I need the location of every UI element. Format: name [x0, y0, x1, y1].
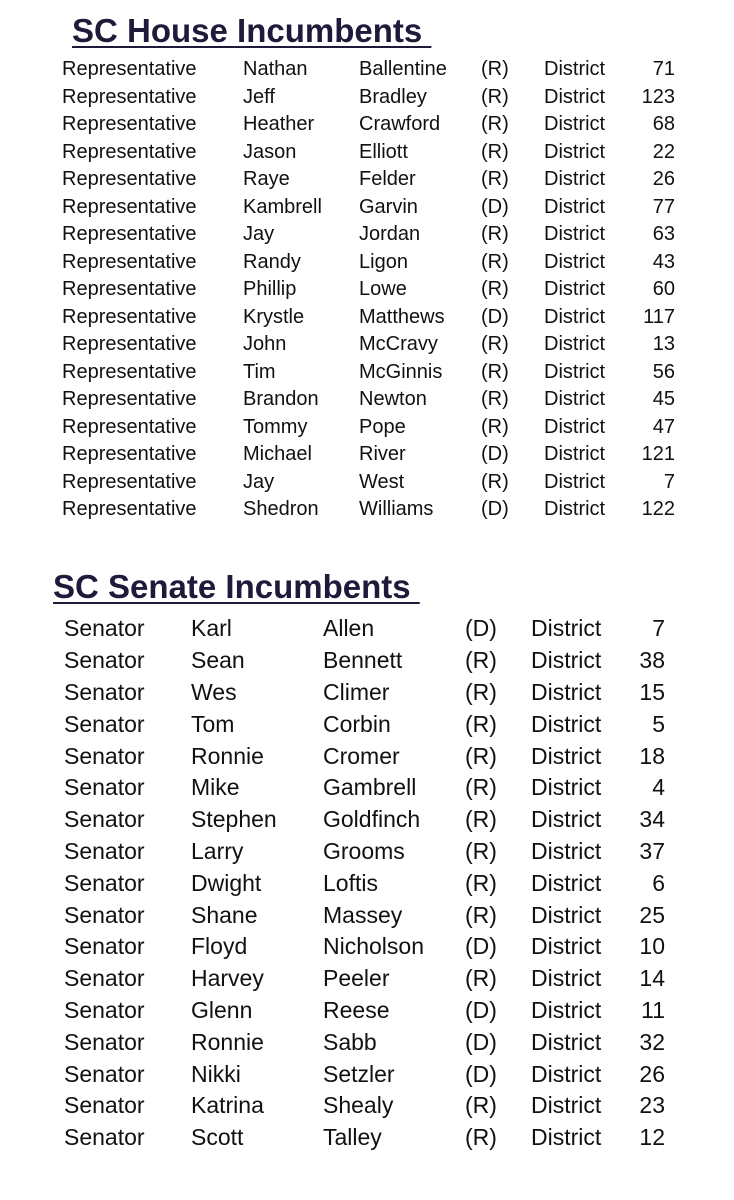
district-number-cell: 12 [639, 1124, 665, 1151]
title-cell: Senator [64, 869, 145, 896]
first-name-cell: Shane [191, 901, 258, 928]
last-name-cell: River [359, 443, 406, 466]
party-cell: (R) [481, 415, 509, 438]
district-label-cell: District [544, 85, 606, 108]
last-name-cell: Peeler [323, 965, 390, 992]
title-cell: Senator [64, 901, 145, 928]
party-cell: (R) [481, 250, 509, 273]
last-name-cell: Shealy [323, 1092, 394, 1119]
party-cell: (R) [465, 806, 497, 833]
district-label-cell: District [544, 333, 606, 356]
district-label-cell: District [531, 1028, 602, 1055]
district-number-cell: 45 [652, 388, 675, 411]
district-label-cell: District [544, 250, 606, 273]
house-incumbent-row [62, 276, 675, 304]
district-number-cell: 7 [652, 615, 665, 642]
district-label-cell: District [531, 774, 602, 801]
district-label-cell: District [544, 388, 606, 411]
district-number-cell: 13 [652, 333, 675, 356]
senate-incumbent-row [64, 740, 665, 772]
district-label-cell: District [531, 1092, 602, 1119]
senate-incumbent-row [64, 1122, 665, 1154]
house-incumbent-row [62, 331, 675, 359]
senate-incumbent-row [64, 645, 665, 677]
party-cell: (R) [481, 85, 509, 108]
senate-incumbent-row [64, 995, 665, 1027]
first-name-cell: Ronnie [191, 1028, 264, 1055]
last-name-cell: Jordan [359, 223, 421, 246]
last-name-cell: Corbin [323, 710, 391, 737]
district-number-cell: 122 [641, 498, 675, 521]
first-name-cell: Shedron [243, 498, 319, 521]
house-incumbent-row [62, 56, 675, 84]
senate-rows [64, 613, 665, 1154]
district-number-cell: 77 [652, 195, 675, 218]
house-incumbent-row [62, 111, 675, 139]
district-label-cell: District [531, 615, 602, 642]
district-number-cell: 14 [639, 965, 665, 992]
district-number-cell: 7 [663, 470, 675, 493]
title-cell: Representative [62, 195, 197, 218]
first-name-cell: Phillip [243, 278, 297, 301]
district-number-cell: 5 [652, 710, 665, 737]
senate-incumbent-row [64, 772, 665, 804]
district-label-cell: District [544, 58, 606, 81]
last-name-cell: Grooms [323, 837, 405, 864]
house-incumbent-row [62, 496, 675, 524]
title-cell: Representative [62, 388, 197, 411]
first-name-cell: Heather [243, 113, 315, 136]
first-name-cell: Jason [243, 140, 297, 163]
first-name-cell: Mike [191, 774, 240, 801]
district-label-cell: District [531, 933, 602, 960]
party-cell: (R) [481, 113, 509, 136]
last-name-cell: Felder [359, 168, 416, 191]
last-name-cell: Matthews [359, 305, 445, 328]
first-name-cell: Nikki [191, 1060, 241, 1087]
first-name-cell: Ronnie [191, 742, 264, 769]
house-incumbent-row [62, 469, 675, 497]
title-cell: Representative [62, 85, 197, 108]
last-name-cell: Goldfinch [323, 806, 421, 833]
district-number-cell: 117 [643, 305, 675, 328]
district-label-cell: District [531, 647, 602, 674]
district-number-cell: 23 [639, 1092, 665, 1119]
house-incumbent-row [62, 386, 675, 414]
district-number-cell: 11 [641, 996, 665, 1023]
house-incumbent-row [62, 139, 675, 167]
senate-incumbent-row [64, 677, 665, 709]
house-section-title: SC House Incumbents [72, 12, 432, 49]
party-cell: (R) [481, 360, 509, 383]
title-cell: Senator [64, 678, 145, 705]
district-label-cell: District [544, 305, 606, 328]
house-incumbent-row [62, 304, 675, 332]
senate-incumbents-table [64, 613, 665, 1154]
last-name-cell: Williams [359, 498, 434, 521]
party-cell: (D) [465, 996, 497, 1023]
party-cell: (D) [465, 1028, 497, 1055]
title-cell: Representative [62, 278, 197, 301]
senate-incumbent-row [64, 1026, 665, 1058]
district-label-cell: District [531, 965, 602, 992]
party-cell: (R) [481, 168, 509, 191]
district-number-cell: 6 [652, 869, 665, 896]
party-cell: (R) [465, 1124, 497, 1151]
title-cell: Senator [64, 965, 145, 992]
district-label-cell: District [531, 710, 602, 737]
district-number-cell: 22 [652, 140, 675, 163]
first-name-cell: Stephen [191, 806, 277, 833]
title-cell: Senator [64, 647, 145, 674]
district-number-cell: 4 [652, 774, 665, 801]
party-cell: (R) [481, 470, 509, 493]
title-cell: Senator [64, 1124, 145, 1151]
district-label-cell: District [544, 168, 606, 191]
district-label-cell: District [531, 678, 602, 705]
title-cell: Representative [62, 250, 197, 273]
district-label-cell: District [544, 470, 606, 493]
party-cell: (D) [481, 498, 509, 521]
first-name-cell: Katrina [191, 1092, 264, 1119]
senate-incumbent-row [64, 963, 665, 995]
party-cell: (D) [481, 443, 509, 466]
house-incumbent-row [62, 441, 675, 469]
house-incumbent-row [62, 414, 675, 442]
district-label-cell: District [531, 869, 602, 896]
title-cell: Representative [62, 415, 197, 438]
district-label-cell: District [531, 901, 602, 928]
party-cell: (R) [481, 333, 509, 356]
title-cell: Senator [64, 996, 145, 1023]
party-cell: (R) [465, 837, 497, 864]
last-name-cell: Gambrell [323, 774, 417, 801]
senate-incumbent-row [64, 613, 665, 645]
district-number-cell: 123 [641, 85, 675, 108]
district-number-cell: 38 [639, 647, 665, 674]
first-name-cell: Karl [191, 615, 232, 642]
senate-incumbent-row [64, 931, 665, 963]
title-cell: Representative [62, 223, 197, 246]
first-name-cell: Raye [243, 168, 290, 191]
district-number-cell: 26 [639, 1060, 665, 1087]
district-label-cell: District [531, 1060, 602, 1087]
last-name-cell: Climer [323, 678, 390, 705]
district-label-cell: District [544, 140, 606, 163]
first-name-cell: Glenn [191, 996, 253, 1023]
senate-incumbent-row [64, 708, 665, 740]
first-name-cell: Michael [243, 443, 312, 466]
senate-incumbent-row [64, 804, 665, 836]
first-name-cell: Jay [243, 223, 275, 246]
party-cell: (R) [481, 223, 509, 246]
senate-incumbent-row [64, 1090, 665, 1122]
district-number-cell: 37 [639, 837, 665, 864]
house-incumbent-row [62, 84, 675, 112]
party-cell: (R) [481, 388, 509, 411]
party-cell: (D) [481, 305, 509, 328]
last-name-cell: Ligon [359, 250, 408, 273]
first-name-cell: Sean [191, 647, 245, 674]
first-name-cell: Jay [243, 470, 275, 493]
title-cell: Representative [62, 360, 197, 383]
last-name-cell: Allen [323, 615, 375, 642]
last-name-cell: Setzler [323, 1060, 395, 1087]
district-number-cell: 63 [652, 223, 675, 246]
last-name-cell: Cromer [323, 742, 400, 769]
district-number-cell: 10 [639, 933, 665, 960]
last-name-cell: Talley [323, 1124, 382, 1151]
district-label-cell: District [531, 837, 602, 864]
first-name-cell: Dwight [191, 869, 262, 896]
house-rows [62, 56, 675, 524]
first-name-cell: Harvey [191, 965, 264, 992]
party-cell: (D) [465, 933, 497, 960]
district-label-cell: District [544, 360, 606, 383]
party-cell: (R) [465, 710, 497, 737]
first-name-cell: Nathan [243, 58, 308, 81]
title-cell: Senator [64, 806, 145, 833]
first-name-cell: Brandon [243, 388, 319, 411]
last-name-cell: McCravy [359, 333, 438, 356]
district-number-cell: 32 [639, 1028, 665, 1055]
last-name-cell: Ballentine [359, 58, 447, 81]
title-cell: Representative [62, 443, 197, 466]
district-label-cell: District [544, 415, 606, 438]
first-name-cell: Randy [243, 250, 301, 273]
party-cell: (R) [465, 742, 497, 769]
district-number-cell: 71 [652, 58, 675, 81]
title-cell: Senator [64, 837, 145, 864]
district-number-cell: 56 [652, 360, 675, 383]
district-label-cell: District [544, 278, 606, 301]
first-name-cell: Tom [191, 710, 235, 737]
first-name-cell: John [243, 333, 287, 356]
district-number-cell: 47 [652, 415, 675, 438]
party-cell: (R) [465, 869, 497, 896]
title-cell: Representative [62, 113, 197, 136]
party-cell: (R) [465, 678, 497, 705]
last-name-cell: Bradley [359, 85, 427, 108]
title-cell: Representative [62, 168, 197, 191]
house-incumbent-row [62, 359, 675, 387]
district-label-cell: District [531, 1124, 602, 1151]
party-cell: (R) [465, 774, 497, 801]
house-incumbent-row [62, 166, 675, 194]
party-cell: (R) [481, 58, 509, 81]
last-name-cell: Lowe [359, 278, 407, 301]
district-label-cell: District [544, 223, 606, 246]
last-name-cell: Bennett [323, 647, 403, 674]
last-name-cell: West [359, 470, 405, 493]
party-cell: (D) [465, 1060, 497, 1087]
house-incumbent-row [62, 221, 675, 249]
last-name-cell: Garvin [359, 195, 418, 218]
title-cell: Representative [62, 498, 197, 521]
district-label-cell: District [544, 443, 606, 466]
district-number-cell: 25 [639, 901, 665, 928]
senate-incumbent-row [64, 899, 665, 931]
district-label-cell: District [544, 195, 606, 218]
district-label-cell: District [544, 113, 606, 136]
first-name-cell: Floyd [191, 933, 248, 960]
last-name-cell: Nicholson [323, 933, 424, 960]
last-name-cell: Sabb [323, 1028, 377, 1055]
district-number-cell: 18 [639, 742, 665, 769]
first-name-cell: Kambrell [243, 195, 322, 218]
first-name-cell: Scott [191, 1124, 244, 1151]
house-incumbent-row [62, 249, 675, 277]
last-name-cell: Newton [359, 388, 427, 411]
district-number-cell: 68 [652, 113, 675, 136]
senate-incumbent-row [64, 836, 665, 868]
title-cell: Senator [64, 774, 145, 801]
party-cell: (R) [465, 1092, 497, 1119]
party-cell: (R) [465, 965, 497, 992]
party-cell: (D) [481, 195, 509, 218]
house-incumbents-table [62, 56, 675, 524]
first-name-cell: Jeff [243, 85, 275, 108]
district-label-cell: District [531, 742, 602, 769]
last-name-cell: Loftis [323, 869, 378, 896]
district-label-cell: District [531, 996, 602, 1023]
last-name-cell: Elliott [359, 140, 408, 163]
last-name-cell: Pope [359, 415, 406, 438]
party-cell: (D) [465, 615, 497, 642]
last-name-cell: Crawford [359, 113, 441, 136]
last-name-cell: McGinnis [359, 360, 443, 383]
title-cell: Representative [62, 333, 197, 356]
district-label-cell: District [544, 498, 606, 521]
district-number-cell: 26 [652, 168, 675, 191]
district-number-cell: 60 [652, 278, 675, 301]
first-name-cell: Wes [191, 678, 237, 705]
party-cell: (R) [465, 901, 497, 928]
title-cell: Senator [64, 1060, 145, 1087]
title-cell: Senator [64, 742, 145, 769]
first-name-cell: Larry [191, 837, 244, 864]
title-cell: Senator [64, 1028, 145, 1055]
party-cell: (R) [481, 140, 509, 163]
first-name-cell: Tommy [243, 415, 308, 438]
last-name-cell: Reese [323, 996, 390, 1023]
first-name-cell: Tim [243, 360, 276, 383]
district-number-cell: 34 [639, 806, 665, 833]
senate-incumbent-row [64, 867, 665, 899]
district-number-cell: 15 [639, 678, 665, 705]
title-cell: Representative [62, 470, 197, 493]
senate-section-title: SC Senate Incumbents [53, 568, 420, 605]
title-cell: Senator [64, 710, 145, 737]
title-cell: Senator [64, 615, 145, 642]
district-label-cell: District [531, 806, 602, 833]
district-number-cell: 43 [652, 250, 675, 273]
house-incumbent-row [62, 194, 675, 222]
first-name-cell: Krystle [243, 305, 305, 328]
title-cell: Representative [62, 305, 197, 328]
district-number-cell: 121 [641, 443, 675, 466]
party-cell: (R) [465, 647, 497, 674]
title-cell: Representative [62, 58, 197, 81]
senate-incumbent-row [64, 1058, 665, 1090]
title-cell: Senator [64, 933, 145, 960]
last-name-cell: Massey [323, 901, 403, 928]
title-cell: Senator [64, 1092, 145, 1119]
party-cell: (R) [481, 278, 509, 301]
title-cell: Representative [62, 140, 197, 163]
